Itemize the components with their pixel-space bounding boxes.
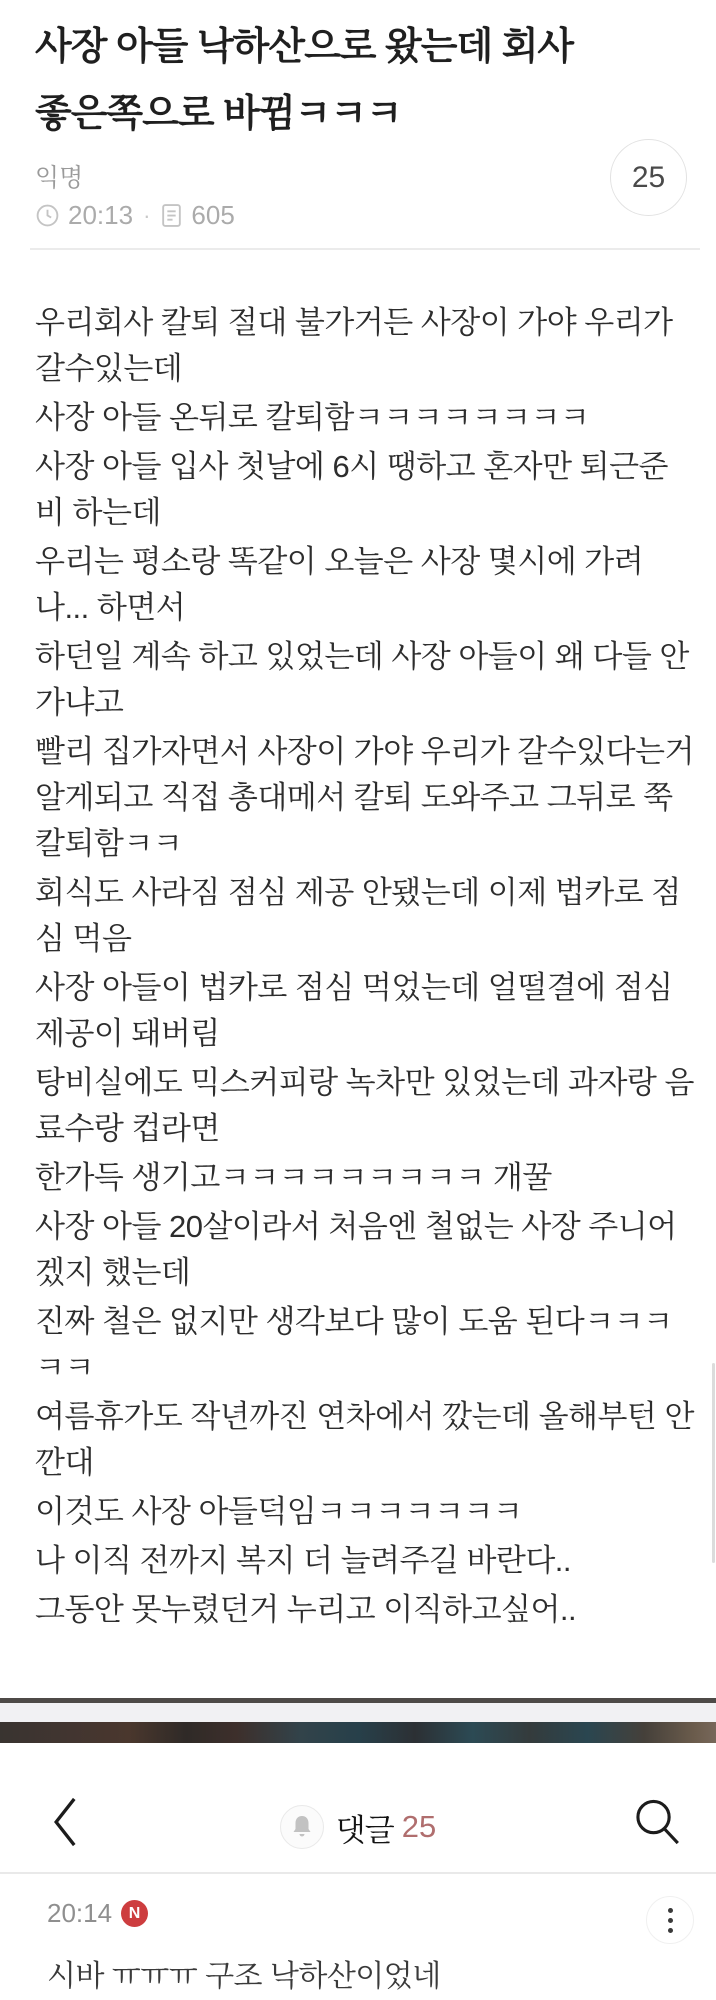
post-title: 사장 아들 낙하산으로 왔는데 회사 좋은쪽으로 바뀜ㅋㅋㅋ — [35, 26, 574, 135]
header-divider — [30, 248, 700, 250]
body-paragraph: 사장 아들 온뒤로 칼퇴함ㅋㅋㅋㅋㅋㅋㅋㅋ — [35, 400, 590, 435]
body-paragraph: 사장 아들이 법카로 점심 먹었는데 얼떨결에 점심 제공이 돼버림 — [35, 970, 673, 1051]
post-meta-row — [35, 200, 696, 231]
kebab-icon — [668, 1918, 673, 1923]
search-button[interactable] — [631, 1794, 683, 1854]
author-name: 익명 — [35, 164, 84, 192]
attached-image-band — [0, 1703, 716, 1722]
kebab-icon — [668, 1908, 673, 1913]
comment-bar-count: 25 — [401, 1809, 437, 1844]
body-paragraph: 이것도 사장 아들덕임ㅋㅋㅋㅋㅋㅋㅋ — [35, 1494, 523, 1529]
comment-bar-title[interactable] — [0, 1782, 716, 1872]
post-time: 20:13 — [68, 200, 134, 230]
comment-count-badge-value: 25 — [631, 160, 666, 194]
body-paragraph: 진짜 철은 없지만 생각보다 많이 도움 된다ㅋㅋㅋㅋㅋ — [35, 1304, 673, 1385]
bell-icon[interactable] — [280, 1805, 324, 1849]
search-icon — [631, 1794, 683, 1854]
body-paragraph: 하던일 계속 하고 있었는데 사장 아들이 왜 다들 안 가냐고 — [35, 639, 689, 720]
scrollbar-thumb[interactable] — [712, 1363, 715, 1563]
body-paragraph: 빨리 집가자면서 사장이 가야 우리가 갈수있다는거 알게되고 직접 총대메서 칼퇴 도와주고 그뒤로 쭉 칼퇴함ㅋㅋ — [35, 734, 694, 861]
body-paragraph: 사장 아들 20살이라서 처음엔 철없는 사장 주니어 겠지 했는데 — [35, 1209, 677, 1290]
comment-count-badge[interactable] — [610, 139, 687, 216]
body-paragraph: 우리회사 칼퇴 절대 불가거든 사장이 가야 우리가 갈수있는데 — [35, 305, 673, 386]
post-header — [35, 14, 696, 231]
attached-image[interactable] — [0, 1722, 716, 1743]
comment-text: 시바 ㅠㅠㅠ 구조 낙하산이었네 — [47, 1960, 441, 1993]
body-paragraph: 나 이직 전까지 복지 더 늘려주길 바란다.. — [35, 1543, 572, 1578]
body-paragraph: 회식도 사라짐 점심 제공 안됐는데 이제 법카로 점심 먹음 — [35, 875, 681, 956]
body-paragraph: 우리는 평소랑 똑같이 오늘은 사장 몇시에 가려나... 하면서 — [35, 544, 644, 625]
kebab-icon — [668, 1928, 673, 1933]
comment-bar-label: 댓글 — [335, 1812, 394, 1848]
post-body — [35, 300, 695, 1636]
view-count: 605 — [191, 200, 235, 230]
body-paragraph: 탕비실에도 믹스커피랑 녹차만 있었는데 과자랑 음료수랑 컵라면 — [35, 1065, 694, 1146]
comment-bar — [0, 1782, 716, 1872]
post-meta — [35, 162, 696, 231]
clock-icon — [35, 203, 60, 228]
body-paragraph: 그동안 못누렸던거 누리고 이직하고싶어.. — [35, 1592, 577, 1627]
comment-time: 20:14 — [47, 1898, 113, 1928]
comment-menu-button[interactable] — [646, 1896, 694, 1944]
body-paragraph: 여름휴가도 작년까진 연차에서 깠는데 올해부턴 안 깐대 — [35, 1399, 694, 1480]
body-paragraph: 사장 아들 입사 첫날에 6시 땡하고 혼자만 퇴근준비 하는데 — [35, 449, 669, 530]
comment-item — [47, 1898, 696, 1995]
new-badge: N — [121, 1900, 148, 1927]
comment-header — [47, 1898, 696, 1929]
document-icon — [160, 203, 183, 228]
body-paragraph: 한가득 생기고ㅋㅋㅋㅋㅋㅋㅋㅋㅋ 개꿀 — [35, 1160, 552, 1195]
comment-section-divider — [0, 1872, 716, 1874]
meta-separator: · — [143, 202, 151, 228]
